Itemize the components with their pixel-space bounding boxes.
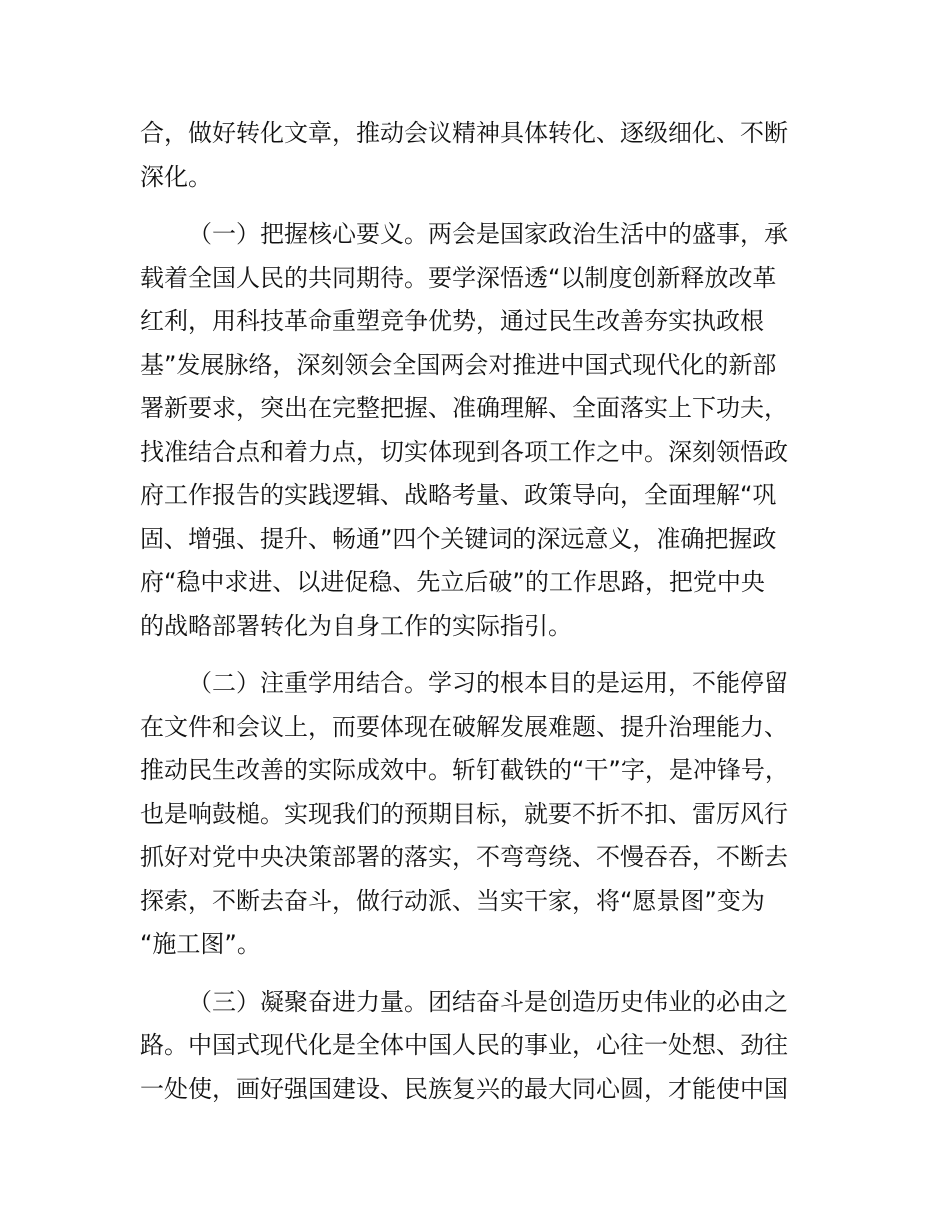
text-line: 抓好对党中央决策部署的落实，不弯弯绕、不慢吞吞，不断去 <box>140 843 788 871</box>
paragraph <box>140 981 830 1112</box>
text-line: 红利，用科技革命重塑竞争优势，通过民生改善夯实执政根 <box>140 307 764 335</box>
text-line: 深化。 <box>140 162 212 191</box>
paragraph <box>140 213 830 648</box>
text-line: （二）注重学用结合。学习的根本目的是运用，不能停留 <box>188 669 788 697</box>
text-line: 推动民生改善的实际成效中。斩钉截铁的“干”字，是冲锋号， <box>140 756 789 784</box>
text-line: 署新要求，突出在完整把握、准确理解、全面落实上下功夫， <box>140 394 788 422</box>
text-line: 路。中国式现代化是全体中国人民的事业，心往一处想、劲往 <box>140 1031 788 1059</box>
document-body <box>140 112 830 1125</box>
paragraph <box>140 662 830 967</box>
text-line: 基”发展脉络，深刻领会全国两会对推进中国式现代化的新部 <box>140 350 777 379</box>
text-line: “施工图”。 <box>140 930 261 958</box>
text-line: 府工作报告的实践逻辑、战略考量、政策导向，全面理解“巩 <box>140 481 777 509</box>
text-line: 找准结合点和着力点，切实体现到各项工作之中。深刻领悟政 <box>140 437 788 466</box>
text-line: 合，做好转化文章，推动会议精神具体转化、逐级细化、不断 <box>140 119 788 147</box>
text-line: （三）凝聚奋进力量。团结奋斗是创造历史伟业的必由之 <box>188 987 788 1016</box>
text-line: 探索，不断去奋斗，做行动派、当实干家，将“愿景图”变为 <box>140 886 765 915</box>
text-line: 载着全国人民的共同期待。要学深悟透“以制度创新释放改革 <box>140 263 777 292</box>
text-line: 在文件和会议上，而要体现在破解发展难题、提升治理能力、 <box>140 712 788 741</box>
text-line: （一）把握核心要义。两会是国家政治生活中的盛事，承 <box>188 220 788 248</box>
paragraph <box>140 112 830 199</box>
text-line: 的战略部署转化为自身工作的实际指引。 <box>140 611 572 640</box>
text-line: 固、增强、提升、畅通”四个关键词的深远意义，准确把握政 <box>140 524 777 553</box>
text-line: 一处使，画好强国建设、民族复兴的最大同心圆，才能使中国 <box>140 1074 788 1103</box>
text-line: 府“稳中求进、以进促稳、先立后破”的工作思路，把党中央 <box>140 568 765 596</box>
text-line: 也是响鼓槌。实现我们的预期目标，就要不折不扣、雷厉风行 <box>140 799 788 828</box>
